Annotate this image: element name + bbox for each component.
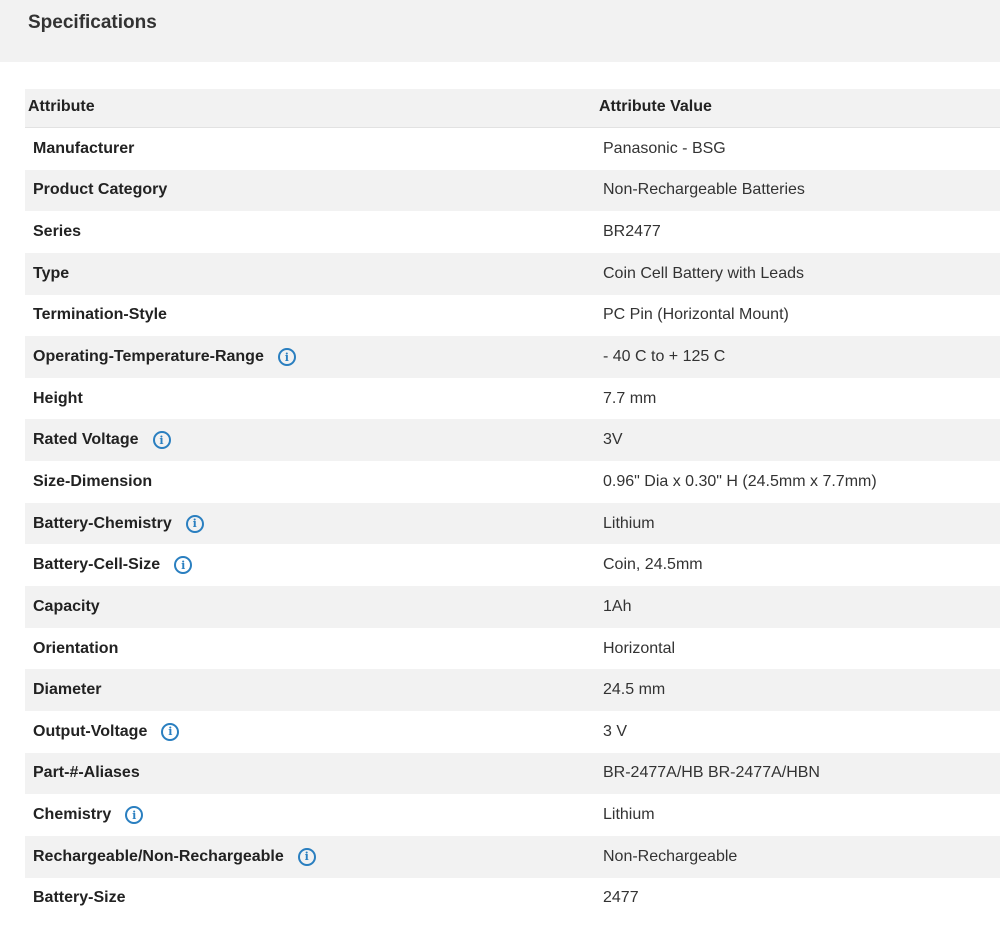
attribute-value-cell: Non-Rechargeable — [603, 847, 738, 865]
attribute-value-cell: 3V — [603, 431, 623, 449]
attribute-label: Operating-Temperature-Range — [33, 348, 264, 366]
column-header-attribute: Attribute — [28, 98, 95, 115]
attribute-cell — [33, 253, 69, 295]
table-row — [25, 170, 1000, 212]
table-row — [25, 295, 1000, 337]
attribute-cell — [33, 794, 143, 836]
table-row — [25, 836, 1000, 878]
attribute-value-cell: Panasonic - BSG — [603, 139, 726, 157]
attribute-label: Type — [33, 264, 70, 282]
attribute-label: Orientation — [33, 639, 119, 657]
attribute-cell — [33, 544, 192, 586]
specifications-table — [25, 89, 1000, 919]
attribute-label: Series — [33, 223, 82, 241]
attribute-value-cell: 2477 — [603, 889, 639, 907]
attribute-cell — [33, 836, 316, 878]
table-row — [25, 378, 1000, 420]
table-body — [25, 128, 1000, 919]
attribute-cell — [33, 878, 125, 920]
table-row — [25, 586, 1000, 628]
attribute-cell — [33, 586, 100, 628]
attribute-label: Output-Voltage — [33, 722, 148, 740]
table-row — [25, 253, 1000, 295]
attribute-value-cell: Horizontal — [603, 639, 676, 657]
attribute-label: Capacity — [33, 597, 100, 615]
attribute-value-cell: Lithium — [603, 806, 655, 824]
attribute-value-cell: 7.7 mm — [603, 389, 657, 407]
attribute-label: Chemistry — [33, 806, 112, 824]
attribute-label: Diameter — [33, 681, 102, 699]
attribute-label: Rechargeable/Non-Rechargeable — [33, 847, 284, 865]
attribute-label: Manufacturer — [33, 139, 135, 157]
attribute-value-cell: Coin Cell Battery with Leads — [603, 264, 804, 282]
attribute-cell — [33, 378, 83, 420]
attribute-value-cell: BR-2477A/HB BR-2477A/HBN — [603, 764, 820, 782]
table-row — [25, 628, 1000, 670]
attribute-label: Size-Dimension — [33, 472, 153, 490]
table-row — [25, 419, 1000, 461]
column-header-attribute-value: Attribute Value — [599, 98, 712, 115]
info-circle-icon[interactable]: i — [125, 806, 143, 824]
info-circle-icon[interactable]: i — [153, 431, 171, 449]
info-circle-icon[interactable]: i — [174, 556, 192, 574]
attribute-label: Product Category — [33, 181, 168, 199]
attribute-cell — [33, 336, 296, 378]
attribute-value-cell: PC Pin (Horizontal Mount) — [603, 306, 789, 324]
attribute-label: Battery-Cell-Size — [33, 556, 161, 574]
attribute-value-cell: 0.96" Dia x 0.30" H (24.5mm x 7.7mm) — [603, 472, 877, 490]
attribute-cell — [33, 128, 134, 170]
attribute-label: Rated Voltage — [33, 431, 139, 449]
attribute-value-cell: 1Ah — [603, 597, 632, 615]
attribute-label: Battery-Chemistry — [33, 514, 172, 532]
attribute-cell — [33, 628, 118, 670]
attribute-cell — [33, 211, 81, 253]
info-circle-icon[interactable]: i — [186, 515, 204, 533]
table-row — [25, 461, 1000, 503]
table-row — [25, 128, 1000, 170]
table-row — [25, 669, 1000, 711]
attribute-value-cell: Coin, 24.5mm — [603, 556, 703, 574]
attribute-value-cell: Non-Rechargeable Batteries — [603, 181, 805, 199]
table-row — [25, 753, 1000, 795]
table-row — [25, 211, 1000, 253]
attribute-value-cell: 24.5 mm — [603, 681, 666, 699]
attribute-label: Height — [33, 389, 83, 407]
table-row — [25, 878, 1000, 920]
attribute-cell — [33, 170, 167, 212]
info-circle-icon[interactable]: i — [278, 348, 296, 366]
attribute-cell — [33, 753, 140, 795]
attribute-cell — [33, 295, 167, 337]
info-circle-icon[interactable]: i — [161, 723, 179, 741]
info-circle-icon[interactable]: i — [298, 848, 316, 866]
attribute-value-cell: Lithium — [603, 514, 655, 532]
attribute-value-cell: BR2477 — [603, 223, 661, 241]
attribute-cell — [33, 461, 152, 503]
attribute-value-cell: 3 V — [603, 722, 628, 740]
table-row — [25, 711, 1000, 753]
attribute-cell — [33, 711, 179, 753]
attribute-cell — [33, 419, 171, 461]
attribute-label: Battery-Size — [33, 889, 126, 907]
table-row — [25, 503, 1000, 545]
attribute-value-cell: - 40 C to + 125 C — [603, 348, 726, 366]
table-row — [25, 544, 1000, 586]
table-header-row — [25, 89, 1000, 128]
table-row — [25, 794, 1000, 836]
specifications-header — [0, 0, 1000, 62]
attribute-cell — [33, 669, 101, 711]
attribute-cell — [33, 503, 204, 545]
attribute-label: Part-#-Aliases — [33, 764, 140, 782]
attribute-label: Termination-Style — [33, 306, 167, 324]
table-row — [25, 336, 1000, 378]
page-title: Specifications — [28, 12, 157, 33]
